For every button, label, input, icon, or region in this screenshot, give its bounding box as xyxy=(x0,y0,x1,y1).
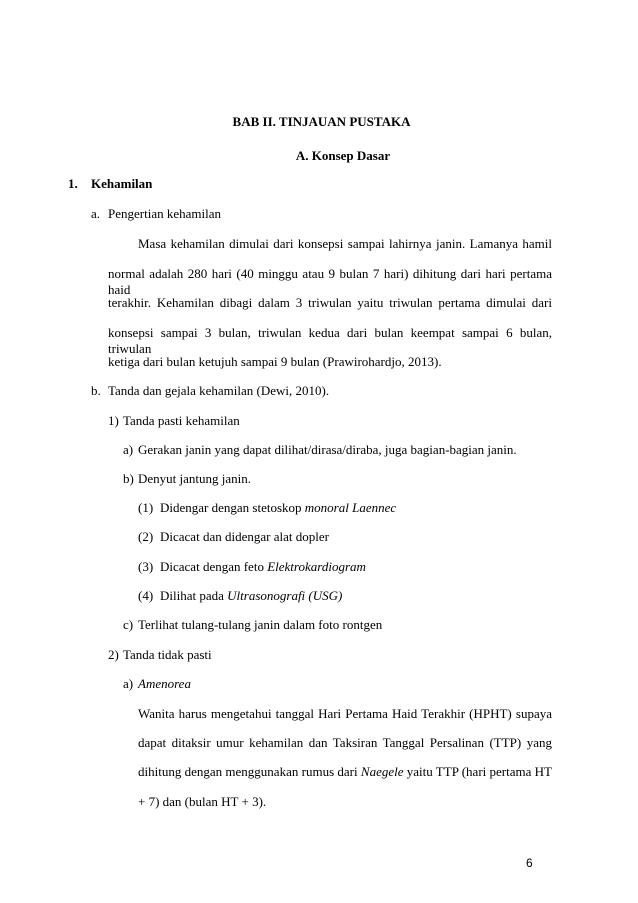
chapter-title: BAB II. TINJAUAN PUSTAKA xyxy=(232,114,411,129)
sub-1b-marker: b) xyxy=(123,471,134,486)
list-item: Didengar dengan stetoskop monoral Laennec xyxy=(160,500,397,515)
paragraph-line: dihitung dengan menggunakan rumus dari Naegele yaitu TTP (hari pertama HT xyxy=(138,764,553,779)
sub-2a-marker: a) xyxy=(123,676,134,691)
sub-1b-text: Denyut jantung janin. xyxy=(138,471,252,486)
sub-1-title: Tanda pasti kehamilan xyxy=(123,413,240,428)
item-b-marker: b. xyxy=(91,383,101,398)
item-a-marker: a. xyxy=(91,206,101,221)
sub-2a-title: Amenorea xyxy=(138,676,191,691)
paragraph-line: normal adalah 280 hari (40 minggu atau 9 bulan 7 hari) dihitung dari hari pertama haid xyxy=(108,266,552,297)
list-item: Dilihat pada Ultrasonografi (USG) xyxy=(160,588,343,603)
paragraph-line: + 7) dan (bulan HT + 3). xyxy=(138,794,267,809)
paragraph-line: dapat ditaksir umur kehamilan dan Taksiran Tanggal Persalinan (TTP) yang xyxy=(138,735,552,750)
paragraph-line: konsepsi sampai 3 bulan, triwulan kedua dari bulan keempat sampai 6 bulan, triwulan xyxy=(108,325,552,356)
sub-1c-text: Terlihat tulang-tulang janin dalam foto rontgen xyxy=(138,617,383,632)
list-item: Dicacat dengan feto Elektrokardiogram xyxy=(160,559,366,574)
sub-2-title: Tanda tidak pasti xyxy=(123,647,212,662)
paragraph-line: ketiga dari bulan ketujuh sampai 9 bulan (Prawirohardjo, 2013). xyxy=(108,354,442,369)
sub-1a-marker: a) xyxy=(123,442,134,457)
sub-1a-text: Gerakan janin yang dapat dilihat/dirasa/diraba, juga bagian-bagian janin. xyxy=(138,442,517,457)
item-a-title: Pengertian kehamilan xyxy=(108,206,221,221)
list-item-marker: (1) xyxy=(138,500,154,515)
section-heading: Kehamilan xyxy=(91,176,153,191)
paragraph-line: terakhir. Kehamilan dibagi dalam 3 triwulan yaitu triwulan pertama dimulai dari xyxy=(108,295,552,310)
section-title: A. Konsep Dasar xyxy=(295,148,391,163)
paragraph-line: Masa kehamilan dimulai dari konsepsi sampai lahirnya janin. Lamanya hamil xyxy=(138,236,552,251)
section-number: 1. xyxy=(68,176,78,191)
list-item-marker: (2) xyxy=(138,529,154,544)
page-number: 6 xyxy=(526,856,533,870)
list-item-marker: (4) xyxy=(138,588,154,603)
sub-1-marker: 1) xyxy=(108,413,119,428)
paragraph-line: Wanita harus mengetahui tanggal Hari Pertama Haid Terakhir (HPHT) supaya xyxy=(138,706,552,721)
list-item: Dicacat dan didengar alat dopler xyxy=(160,529,329,544)
list-item-marker: (3) xyxy=(138,559,154,574)
sub-2-marker: 2) xyxy=(108,647,119,662)
item-b-title: Tanda dan gejala kehamilan (Dewi, 2010). xyxy=(108,383,330,398)
sub-1c-marker: c) xyxy=(123,617,134,632)
